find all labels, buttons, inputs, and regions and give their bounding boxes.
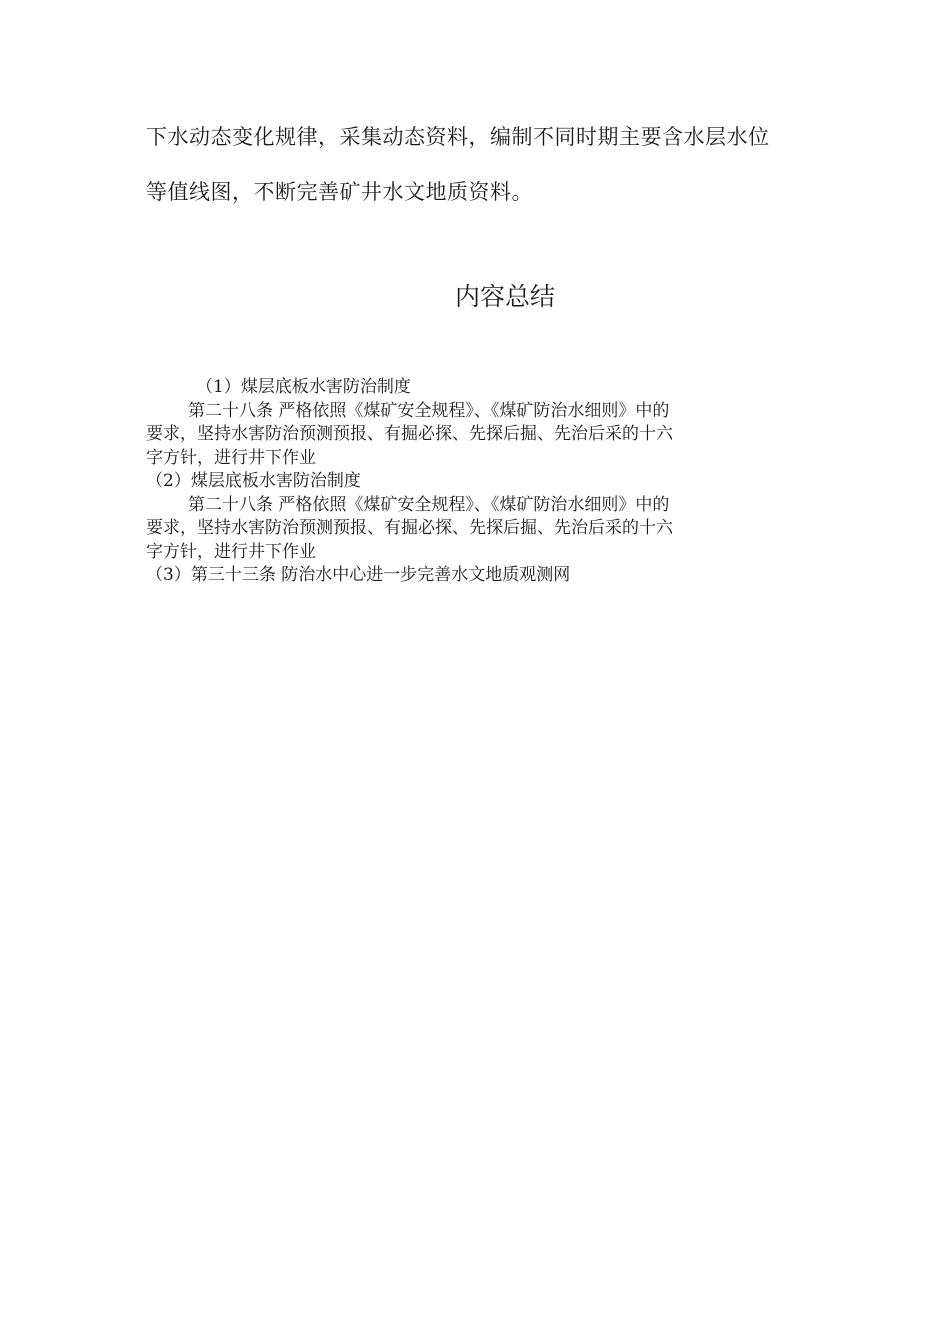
carryover-paragraph-line-2: 等值线图，不断完善矿井水文地质资料。: [146, 180, 533, 204]
summary-item-3-heading: （3）第三十三条 防治水中心进一步完善水文地质观测网: [146, 565, 571, 585]
summary-item-2-body-line-2: 要求，坚持水害防治预测预报、有掘必探、先探后掘、先治后采的十六: [146, 518, 673, 538]
summary-title: 内容总结: [454, 282, 555, 311]
summary-item-2-heading: （2）煤层底板水害防治制度: [146, 471, 361, 491]
summary-item-2-body-line-1: 第二十八条 严格依照《煤矿安全规程》、《煤矿防治水细则》中的: [188, 494, 670, 515]
summary-item-1-body-line-1: 第二十八条 严格依照《煤矿安全规程》、《煤矿防治水细则》中的: [188, 400, 670, 421]
summary-item-1-body-line-3: 字方针，进行井下作业: [146, 447, 316, 468]
summary-body: [146, 376, 796, 588]
summary-item-2-body-line-3: 字方针，进行井下作业: [146, 541, 316, 562]
summary-item-1-body-line-2: 要求，坚持水害防治预测预报、有掘必探、先探后掘、先治后采的十六: [146, 424, 673, 444]
summary-item-1-heading: （1）煤层底板水害防治制度: [196, 377, 411, 397]
carryover-paragraph-line-1: 下水动态变化规律，采集动态资料，编制不同时期主要含水层水位: [146, 125, 770, 149]
